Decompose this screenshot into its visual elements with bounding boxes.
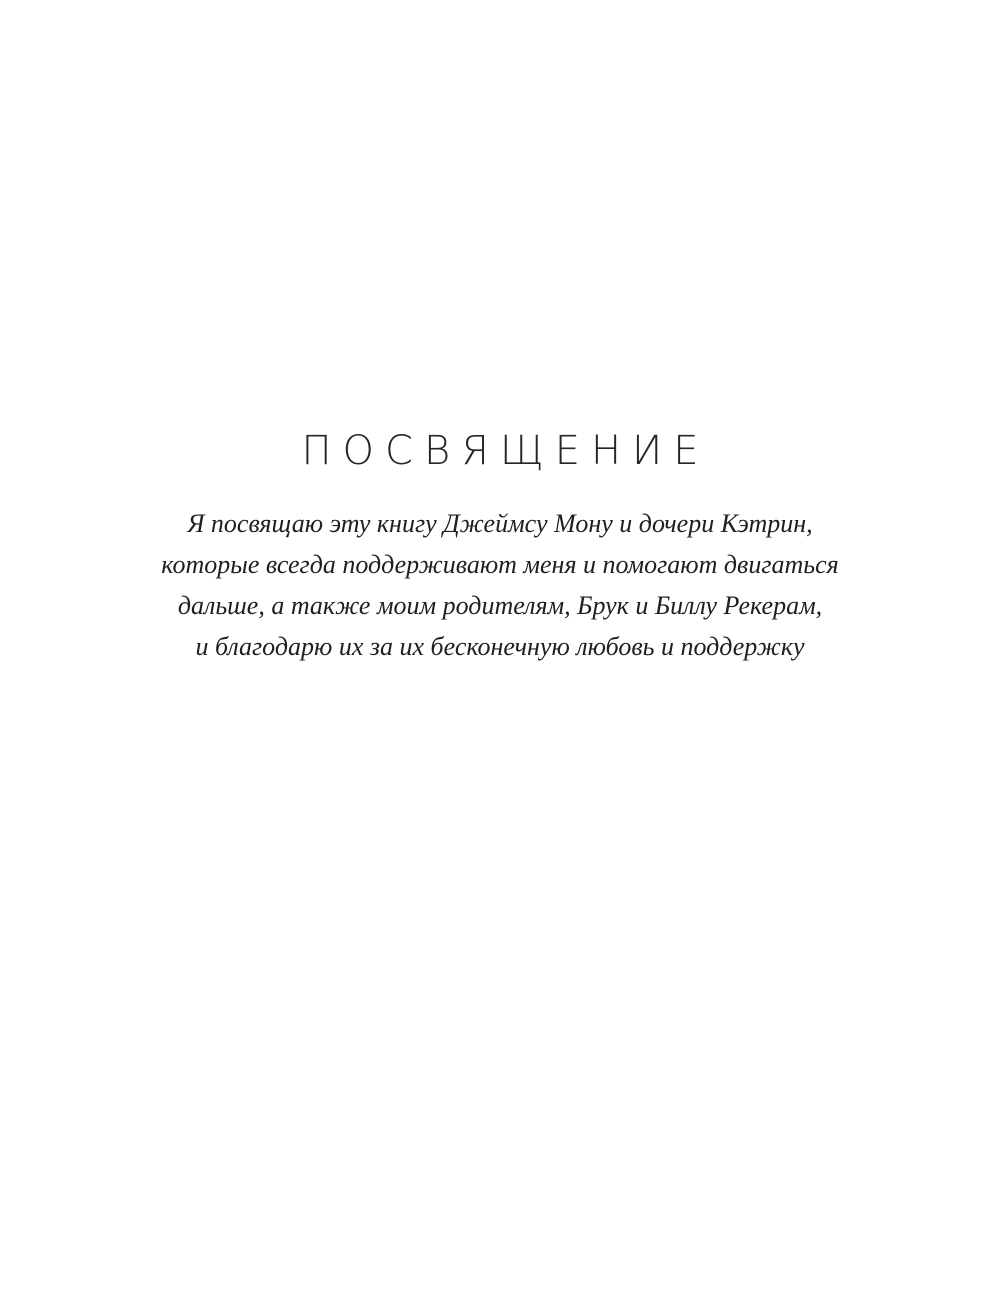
dedication-line: Я посвящаю эту книгу Джеймсу Мону и дочери Кэтрин, (187, 509, 813, 538)
dedication-line: и благодарю их за их бесконечную любовь и поддержку (195, 632, 805, 661)
page-title: ПОСВЯЩЕНИЕ (301, 427, 710, 474)
dedication-text (0, 503, 1000, 667)
dedication-line: дальше, а также моим родителям, Брук и Биллу Рекерам, (177, 591, 823, 620)
dedication-line: которые всегда поддерживают меня и помогают двигаться (161, 550, 839, 579)
